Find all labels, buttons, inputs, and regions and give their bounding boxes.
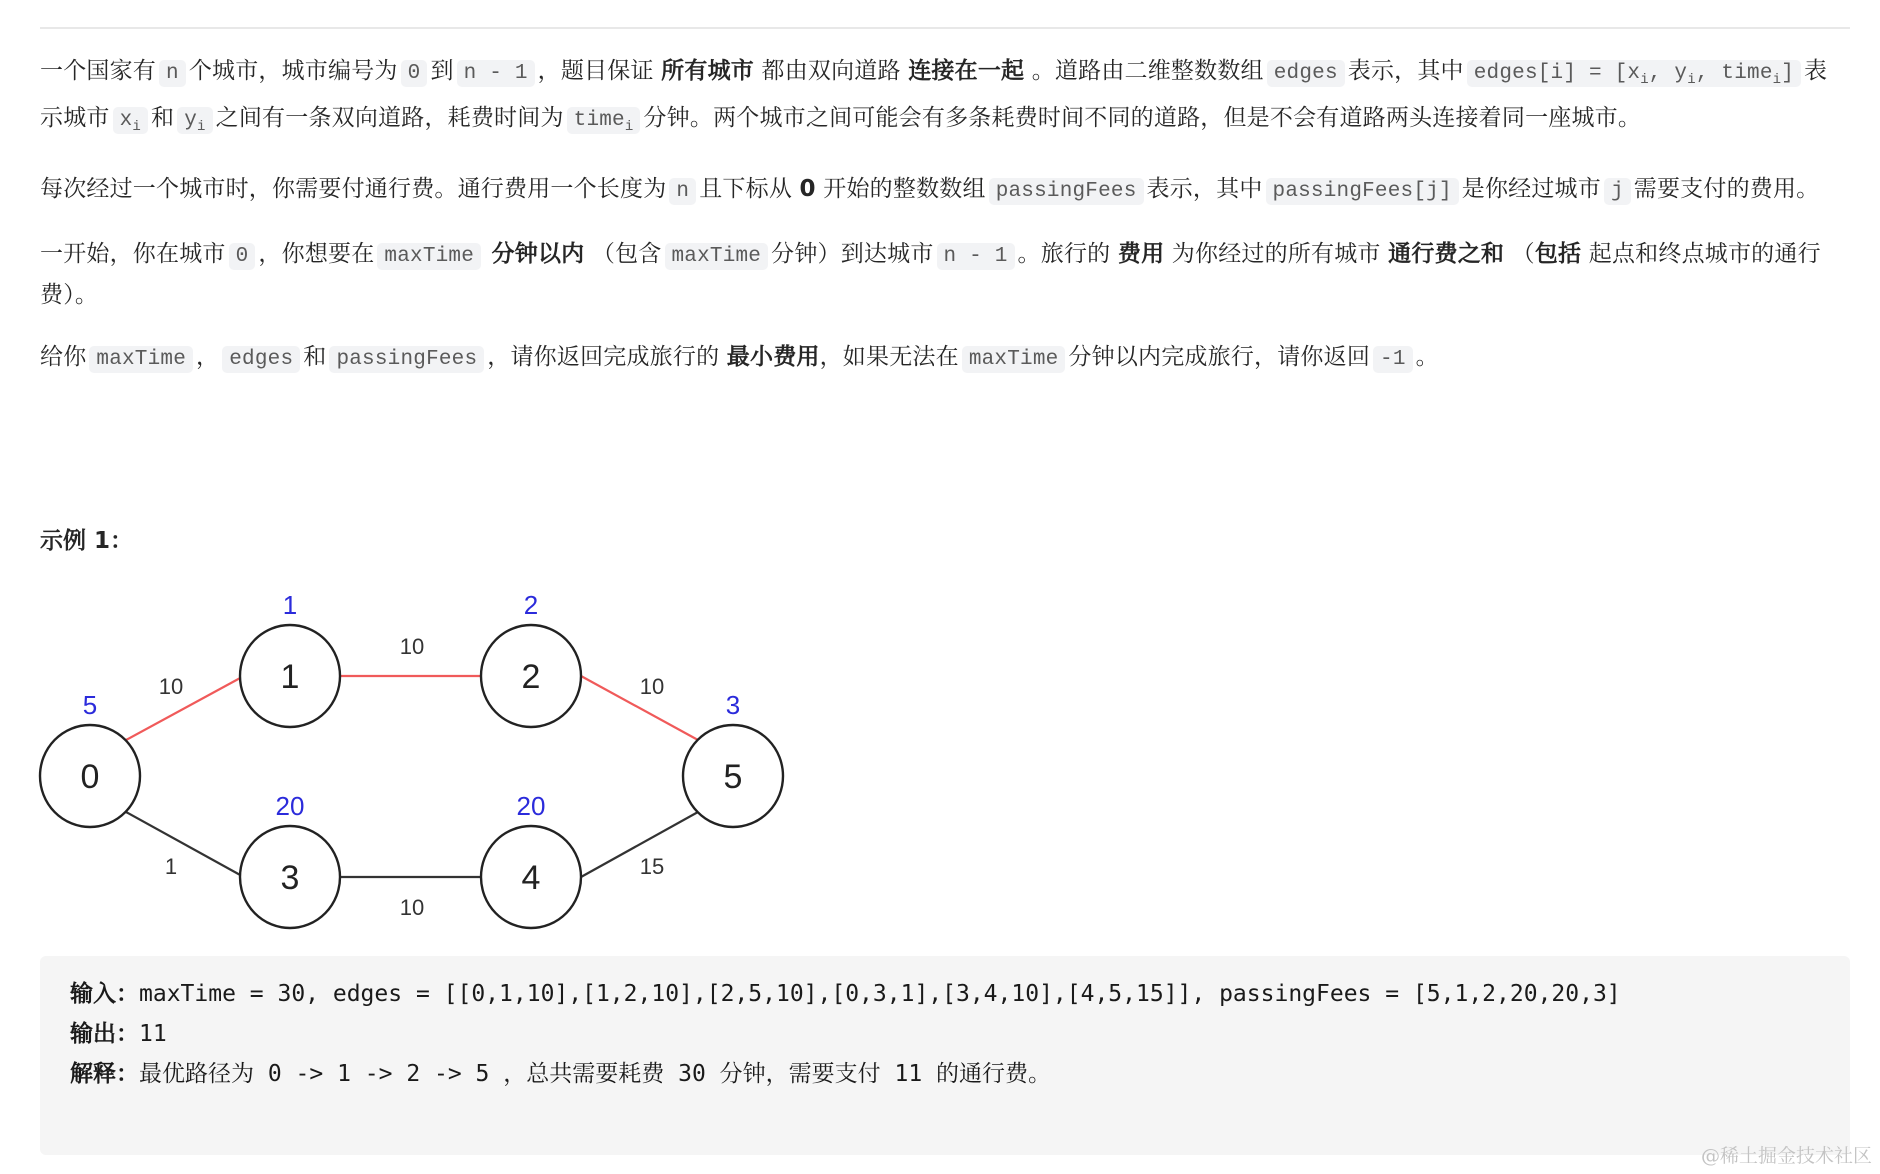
- inline-code: n: [669, 178, 696, 205]
- subscript: i: [1687, 72, 1696, 88]
- text: ，你想要在: [258, 241, 375, 267]
- edge-weight-4-5: 15: [639, 854, 665, 879]
- text: 之间有一条双向道路，耗费时间为: [215, 105, 564, 131]
- text: 为你经过的所有城市: [1171, 241, 1381, 267]
- text: 分钟以内完成旅行，请你返回: [1068, 344, 1371, 370]
- node-2-fee: 2: [523, 590, 539, 620]
- text: 都由双向道路: [761, 58, 901, 84]
- input-value: maxTime = 30, edges = [[0,1,10],[1,2,10],[2,5,10],[0,3,1],[3,4,10],[4,5,15]], passingFees = [5,1,2,20,20,3]: [139, 981, 1621, 1007]
- output-line: [70, 1014, 1820, 1054]
- text: ，: [196, 344, 220, 370]
- node-5-label: 5: [723, 758, 743, 796]
- node-1-label: 1: [280, 658, 300, 696]
- node-3-label: 3: [280, 859, 300, 897]
- inline-code: 0: [401, 60, 428, 87]
- inline-code-edge-def: [1467, 60, 1801, 87]
- text: 表示，其中: [1146, 176, 1263, 202]
- input-label: 输入：: [70, 981, 139, 1007]
- node-2-label: 2: [521, 658, 541, 696]
- node-0-label: 0: [80, 758, 100, 796]
- text: ，请你返回完成旅行的: [487, 344, 720, 370]
- bold-text: 连接在一起: [908, 58, 1025, 84]
- bold-text: 分钟以内: [491, 241, 585, 267]
- example-io-block: [40, 956, 1850, 1155]
- code-part: x: [119, 109, 133, 132]
- text: （: [1511, 241, 1535, 267]
- inline-code: passingFees[j]: [1266, 178, 1459, 205]
- node-1-fee: 1: [282, 590, 298, 620]
- bold-text: 所有城市: [661, 58, 754, 84]
- example-io-content: [70, 974, 1820, 1094]
- text: 需要支付的费用。: [1633, 176, 1820, 202]
- inline-code: maxTime: [89, 346, 193, 373]
- example-title: 示例 1：: [40, 528, 134, 554]
- text: 和: [303, 344, 327, 370]
- paragraph-passing-fees: [40, 170, 1850, 211]
- paragraph-travel-cost: [40, 235, 1850, 314]
- inline-code: passingFees: [329, 346, 484, 373]
- text: 。道路由二维整数数组: [1031, 58, 1264, 84]
- code-part: , time: [1695, 62, 1773, 85]
- subscript: i: [132, 119, 142, 135]
- code-part: y: [184, 109, 198, 132]
- text: ，如果无法在: [819, 344, 959, 370]
- node-0-fee: 5: [82, 690, 98, 720]
- text: 表示城市: [40, 58, 1828, 131]
- inline-code: edges: [222, 346, 300, 373]
- top-divider: [40, 27, 1850, 29]
- text: 表示，其中: [1347, 58, 1464, 84]
- inline-code: -1: [1373, 346, 1413, 373]
- edge-0-3: [126, 812, 242, 876]
- text: 分钟）到达城市: [771, 241, 934, 267]
- graph-edges: [126, 676, 698, 877]
- graph-diagram: [34, 585, 794, 935]
- code-part: , y: [1648, 62, 1688, 85]
- output-label: 输出：: [70, 1021, 139, 1047]
- input-line: [70, 974, 1820, 1014]
- watermark: @稀土掘金技术社区: [1700, 1145, 1872, 1167]
- code-part: time: [573, 109, 625, 132]
- node-5-fee: 3: [725, 690, 741, 720]
- edge-weight-1-2: 10: [399, 634, 425, 659]
- text: 一开始，你在城市: [40, 241, 226, 267]
- subscript: i: [1772, 72, 1782, 88]
- inline-code: [177, 107, 212, 134]
- inline-code: j: [1604, 178, 1631, 205]
- bold-text: 包括: [1534, 241, 1582, 267]
- node-4-label: 4: [521, 859, 541, 897]
- explanation-value: 最优路径为 0 -> 1 -> 2 -> 5 ，总共需要耗费 30 分钟，需要支付 11 的通行费。: [139, 1061, 1052, 1087]
- text: 是你经过城市: [1461, 176, 1601, 202]
- inline-code: edges: [1267, 60, 1345, 87]
- bold-text: 最小费用: [726, 344, 820, 370]
- output-value: 11: [139, 1021, 167, 1047]
- text: 和: [151, 105, 175, 131]
- bold-text: 费用: [1117, 241, 1165, 267]
- inline-code: [567, 107, 641, 134]
- subscript: i: [624, 119, 634, 135]
- edge-0-1: [126, 677, 242, 740]
- paragraph-graph-definition: [40, 52, 1850, 146]
- text: 。旅行的: [1017, 241, 1111, 267]
- code-part: ]: [1781, 62, 1795, 85]
- inline-code: maxTime: [377, 243, 481, 270]
- inline-code: [113, 107, 148, 134]
- graph-nodes: [40, 625, 783, 928]
- inline-code: n - 1: [937, 243, 1015, 270]
- text: 给你: [40, 344, 87, 370]
- node-fees: [80, 590, 741, 821]
- inline-code: n - 1: [457, 60, 535, 87]
- edge-weight-2-5: 10: [639, 674, 665, 699]
- inline-code: n: [159, 60, 186, 87]
- text: 到: [430, 58, 454, 84]
- edge-weight-3-4: 10: [399, 895, 425, 920]
- text: （包含: [591, 241, 662, 267]
- inline-code: maxTime: [665, 243, 769, 270]
- paragraph-task: [40, 338, 1850, 379]
- text: 起点和终点城市的通行费）。: [40, 241, 1821, 308]
- text: ，题目保证: [537, 58, 654, 84]
- inline-code: 0: [229, 243, 256, 270]
- inline-code: passingFees: [989, 178, 1144, 205]
- node-3-fee: 20: [275, 791, 305, 821]
- node-4-fee: 20: [516, 791, 546, 821]
- text: 分钟。两个城市之间可能会有多条耗费时间不同的道路，但是不会有道路两头连接着同一座城市。: [643, 105, 1642, 131]
- inline-code: maxTime: [962, 346, 1066, 373]
- explanation-label: 解释：: [70, 1061, 139, 1087]
- edge-weight-0-1: 10: [158, 674, 184, 699]
- text: 。: [1415, 344, 1439, 370]
- text: 开始的整数数组: [823, 176, 986, 202]
- subscript: i: [1640, 72, 1649, 88]
- subscript: i: [197, 119, 206, 135]
- edge-weight-0-3: 1: [164, 854, 178, 879]
- problem-description: [40, 52, 1850, 403]
- text: 个城市，城市编号为: [188, 58, 398, 84]
- text: 且下标从: [699, 176, 793, 202]
- bold-text: 0: [799, 176, 816, 202]
- text: 一个国家有: [40, 58, 156, 84]
- code-part: edges[i] = [x: [1473, 62, 1641, 85]
- explanation-line: [70, 1054, 1820, 1094]
- text: 每次经过一个城市时，你需要付通行费。通行费用一个长度为: [40, 176, 667, 202]
- bold-text: 通行费之和: [1388, 241, 1505, 267]
